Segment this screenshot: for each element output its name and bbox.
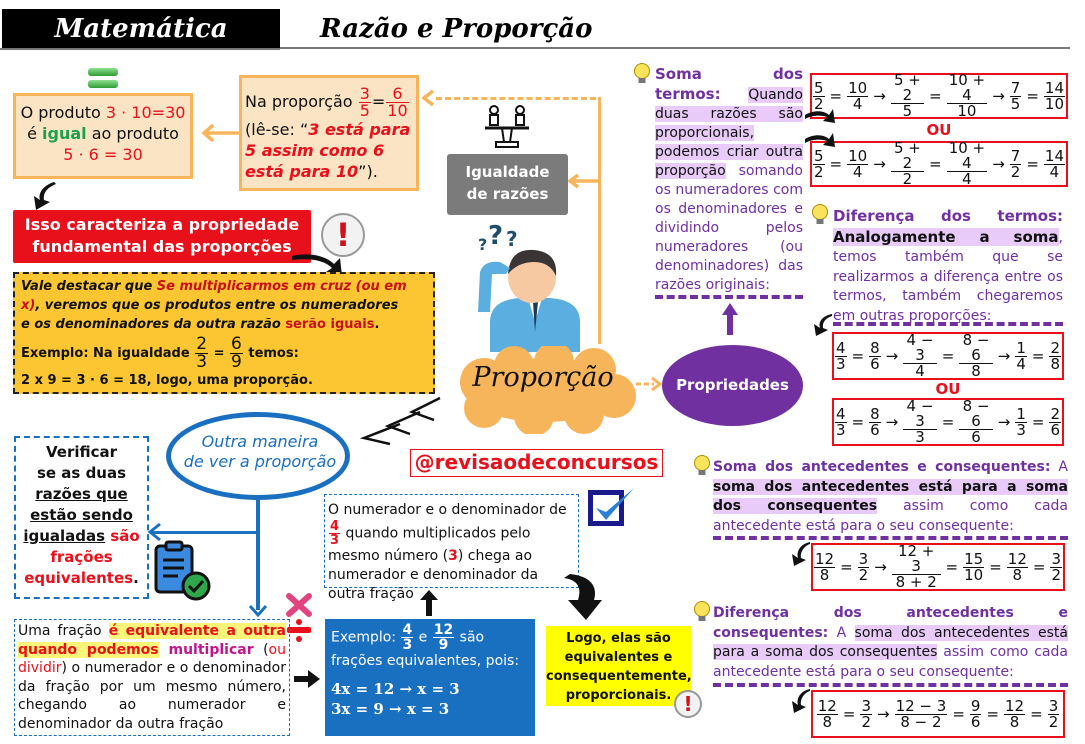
lightbulb-icon xyxy=(693,455,711,477)
definition-text: ) o numerador e o denominador da fração por um mesmo número, chegando ao numerador e denominador da outra fração xyxy=(18,660,286,732)
operator: → xyxy=(992,87,1005,105)
dif-example-1 xyxy=(832,332,1064,380)
exclamation-icon: ! xyxy=(321,213,365,257)
diferenca-dos-termos-text xyxy=(833,207,1063,326)
operator: = xyxy=(1032,558,1046,576)
proporcao-title: Proporção xyxy=(472,362,614,393)
subject-title: Matemática xyxy=(2,9,280,49)
operator: → xyxy=(874,558,887,576)
fraction: $\frac{10}{4}$ xyxy=(848,78,868,113)
equals-icon xyxy=(88,68,118,90)
exemplo-box xyxy=(325,619,535,736)
numerador-number: 3 xyxy=(448,548,458,564)
verificar-red: são xyxy=(105,527,140,545)
fraction: $\frac{3}{2}$ xyxy=(1051,549,1061,584)
operator: = xyxy=(851,347,865,365)
soma-ant-example xyxy=(811,543,1065,591)
note-example: temos: xyxy=(248,346,299,361)
conclusion-line: consequentemente, xyxy=(546,669,692,684)
fraction: $\frac{4 - 3}{3}$ xyxy=(903,399,936,445)
propriedade-fundamental-banner xyxy=(13,210,311,263)
produto-text: é xyxy=(27,124,43,143)
lightbulb-icon xyxy=(811,204,829,226)
curved-arrow-down-icon xyxy=(790,687,812,715)
dif-ant-text: A xyxy=(828,624,855,641)
fraction: $\frac{10 + 4}{4}$ xyxy=(947,141,988,187)
numerador-text: ) chega ao numerador e denominador da outra fração xyxy=(328,548,539,602)
thinking-person-illustration xyxy=(450,222,600,352)
operator: → xyxy=(885,413,899,431)
conclusion-box xyxy=(546,626,691,706)
soma-termos-highlight: Quando duas razões são proporcionais, podemos criar outra proporção xyxy=(655,87,803,179)
fraction: $\frac{8}{6}$ xyxy=(870,338,880,373)
curved-arrow-down-icon xyxy=(26,180,60,212)
verificar-line: razões que xyxy=(35,485,128,503)
fraction: $\frac{4}{3}$ xyxy=(330,519,340,548)
fraction: $\frac{3}{2}$ xyxy=(861,696,871,731)
outra-line: de ver a proporção xyxy=(183,452,337,471)
diferenca-antecedentes-text xyxy=(713,604,1068,682)
fraction: $\frac{2}{6}$ xyxy=(1050,404,1060,439)
fraction: $\frac{10 + 4}{10}$ xyxy=(947,73,988,119)
produto-text: O produto xyxy=(20,103,106,122)
operator: → xyxy=(876,705,890,723)
verificar-line: . xyxy=(133,569,139,587)
operator: = xyxy=(1026,87,1039,105)
arrow-up-icon xyxy=(420,590,438,616)
verificar-red: equivalentes xyxy=(24,569,134,587)
verificar-line: se as duas xyxy=(36,464,127,482)
conclusion-line: equivalentes e xyxy=(564,650,673,665)
note-text: . xyxy=(374,317,380,332)
soma-example-2 xyxy=(810,141,1068,187)
exemplo-text: Exemplo: xyxy=(331,629,401,646)
connector-line xyxy=(150,531,258,534)
connector-line xyxy=(436,97,596,100)
produto-value: 3 · 10=30 xyxy=(105,103,186,122)
soma-ant-title: Soma dos antecedentes e consequentes: xyxy=(713,459,1051,475)
fraction: $\frac{6}{9}$ xyxy=(231,334,242,372)
igualdade-line: de razões xyxy=(466,185,549,203)
fraction: $\frac{8}{6}$ xyxy=(870,404,880,439)
note-text: Vale destacar que xyxy=(21,279,157,294)
fraction: $\frac{5 + 2}{2}$ xyxy=(891,141,924,187)
exemplo-equation: 4x = 12 → x = 3 xyxy=(331,680,460,698)
note-text: e os denominadores da outra razão xyxy=(21,317,286,332)
curved-arrow-down-icon xyxy=(790,540,812,568)
conclusion-line: Logo, elas são xyxy=(566,631,671,646)
exemplo-text: são frações equivalentes, pois: xyxy=(331,629,520,669)
exemplo-text: e xyxy=(414,629,432,646)
chevron-left-icon xyxy=(420,88,436,108)
fraction: $\frac{12}{8}$ xyxy=(1007,549,1027,584)
fraction: $\frac{15}{10}$ xyxy=(964,549,984,584)
note-example: Exemplo: Na igualdade xyxy=(21,346,190,361)
note-highlight: serão iguais xyxy=(285,317,375,332)
dashed-arrow-right-icon xyxy=(636,376,664,392)
fraction: $\frac{12}{8}$ xyxy=(1005,696,1025,731)
fraction: $\frac{2}{3}$ xyxy=(196,334,208,372)
divider xyxy=(833,322,1063,326)
header-divider xyxy=(0,48,280,50)
reading-open: (lê-se: “ xyxy=(245,120,309,139)
balance-scale-icon xyxy=(482,104,532,150)
definition-multiplicar: multiplicar xyxy=(158,641,254,658)
banner-line: fundamental das proporções xyxy=(32,237,292,256)
note-example: 2 x 9 = 3 · 6 = 18, logo, uma proporção. xyxy=(21,373,313,388)
verificar-box xyxy=(14,436,149,599)
curved-arrow-down-icon xyxy=(812,312,834,338)
clipboard-check-icon xyxy=(152,540,212,602)
fraction: $\frac{7}{5}$ xyxy=(1010,78,1021,113)
lightbulb-icon xyxy=(693,601,711,623)
produto-box xyxy=(13,93,193,179)
curved-arrows-icon xyxy=(803,105,837,151)
operator: = xyxy=(986,705,1000,723)
dif-ant-example xyxy=(811,690,1065,738)
numerador-explanation-box xyxy=(324,494,579,602)
connector-line xyxy=(256,500,260,610)
definition-dividir: ou dividir xyxy=(18,641,286,676)
operator: = xyxy=(1026,155,1039,173)
topic-title: Razão e Proporção xyxy=(280,9,1070,49)
operator: → xyxy=(997,347,1011,365)
soma-ant-body: assim como cada antecedente está para o seu consequente: xyxy=(713,498,1068,534)
dif-ant-highlight: soma dos antecedentes está para a soma dos consequentes xyxy=(713,624,1068,660)
dif-termos-title: Diferença dos termos: xyxy=(833,207,1063,225)
definition-text: ( xyxy=(253,641,269,658)
operator: = xyxy=(1031,347,1045,365)
fraction: $\frac{5}{2}$ xyxy=(814,78,824,113)
fraction: $\frac{6}{10}$ xyxy=(387,84,408,120)
fraction: $\frac{14}{10}$ xyxy=(1044,78,1064,113)
fraction: $\frac{12 + 3}{8 + 2}$ xyxy=(892,544,941,590)
numerador-text: quando multiplicados pelo mesmo número ( xyxy=(328,525,531,564)
numerador-text: O numerador e o denominador de xyxy=(328,502,567,518)
fraction: $\frac{4 - 3}{4}$ xyxy=(903,333,936,379)
lightbulb-icon xyxy=(633,63,651,85)
fraction: $\frac{12}{9}$ xyxy=(433,622,454,653)
divider xyxy=(713,683,1068,687)
operator: = xyxy=(842,705,856,723)
operator: → xyxy=(992,155,1005,173)
fraction: $\frac{12 - 3}{8 - 2}$ xyxy=(895,696,947,731)
checkmark-icon xyxy=(592,486,636,524)
fraction: $\frac{2}{8}$ xyxy=(1050,338,1060,373)
soma-ant-highlight: soma dos antecedentes está para a soma dos consequentes xyxy=(713,478,1068,514)
equals-sign: = xyxy=(213,346,225,361)
dif-termos-body: , temos também que se realizarmos a diferença entre os termos, também chegaremos em outras proporções: xyxy=(833,229,1063,324)
arrow-up-icon xyxy=(722,303,738,335)
fraction: $\frac{4}{3}$ xyxy=(836,338,846,373)
verificar-red: frações xyxy=(50,548,113,566)
arrow-left-icon xyxy=(567,172,601,190)
fraction: $\frac{12}{8}$ xyxy=(815,549,835,584)
operator: → xyxy=(885,347,899,365)
dif-ant-body: assim como cada antecedente está para o seu consequente: xyxy=(713,644,1068,680)
equivalencia-definition-box xyxy=(14,619,290,736)
fraction: $\frac{3}{2}$ xyxy=(1048,696,1059,731)
operator: = xyxy=(941,347,955,365)
reading-close: ”). xyxy=(358,162,378,181)
fraction: $\frac{4}{3}$ xyxy=(402,622,413,653)
ou-label: OU xyxy=(935,380,961,398)
fraction: $\frac{8 - 6}{8}$ xyxy=(959,333,992,379)
fraction: $\frac{1}{3}$ xyxy=(1016,404,1026,439)
dif-ant-title: Diferença dos antecedentes e consequentes: xyxy=(713,605,1068,641)
soma-dos-termos-text xyxy=(655,65,803,295)
produto-value: 5 · 6 = 30 xyxy=(63,145,143,164)
fraction: $\frac{12}{8}$ xyxy=(817,696,837,731)
operator: = xyxy=(851,413,865,431)
cross-multiplication-note xyxy=(13,272,435,394)
na-proporcao-box xyxy=(239,75,419,191)
operator: = xyxy=(1030,705,1043,723)
curved-arrow-down-icon xyxy=(560,572,604,622)
soma-antecedentes-text xyxy=(713,458,1068,536)
note-highlight: Se multiplicarmos em cruz (ou em x) xyxy=(21,279,407,313)
produto-text: ao produto xyxy=(86,124,179,143)
verificar-line: igualadas xyxy=(23,527,106,545)
fraction: $\frac{4}{3}$ xyxy=(836,404,846,439)
conclusion-line: proporcionais. xyxy=(565,688,672,703)
fraction: $\frac{9}{6}$ xyxy=(970,696,981,731)
svg-text:?: ? xyxy=(478,235,488,254)
soma-termos-body: somando os numeradores com os denominadores e dividindo pelos numeradores (ou denominadores) das razões originais: xyxy=(655,163,803,293)
exemplo-equation: 3x = 9 → x = 3 xyxy=(331,700,450,718)
fraction: $\frac{3}{5}$ xyxy=(359,84,370,120)
divider xyxy=(655,295,803,299)
operator: = xyxy=(941,413,955,431)
operator: → xyxy=(873,155,886,173)
operator: = xyxy=(945,558,959,576)
operator: = xyxy=(840,558,853,576)
arrow-left-icon xyxy=(200,124,240,142)
fraction: $\frac{5}{2}$ xyxy=(814,146,824,181)
definition-highlight: é equivalente a outra quando podemos xyxy=(18,623,286,658)
equals-sign: = xyxy=(371,92,386,111)
igualdade-de-razoes-node xyxy=(447,154,568,215)
fraction: $\frac{7}{2}$ xyxy=(1010,146,1021,181)
fraction: $\frac{14}{4}$ xyxy=(1044,146,1064,181)
divider xyxy=(713,536,1068,540)
operator: = xyxy=(989,558,1002,576)
definition-text: Uma fração xyxy=(18,623,109,639)
exclamation-icon: ! xyxy=(674,690,702,718)
na-proporcao-label: Na proporção xyxy=(245,92,353,111)
arrow-right-icon xyxy=(294,670,320,688)
banner-line: Isso caracteriza a propriedade xyxy=(24,215,300,234)
igualdade-line: Igualdade xyxy=(465,163,550,181)
soma-termos-title: Soma dos termos: xyxy=(655,65,803,103)
fraction: $\frac{10}{4}$ xyxy=(848,146,868,181)
soma-ant-text: A xyxy=(1050,459,1068,475)
outra-maneira-label xyxy=(168,432,352,472)
operator: = xyxy=(952,705,965,723)
chevrons-left-icon xyxy=(360,396,442,446)
operator: → xyxy=(873,87,886,105)
dif-example-2 xyxy=(832,398,1064,446)
svg-text:?: ? xyxy=(506,227,518,251)
fraction: $\frac{5 + 2}{5}$ xyxy=(891,73,924,119)
outra-line: Outra maneira xyxy=(201,432,319,451)
propriedades-node: Propriedades xyxy=(662,345,803,426)
dif-termos-highlight: Analogamente a soma xyxy=(833,227,1059,246)
arrow-down-icon xyxy=(248,602,268,618)
reading-quote: 3 está para 5 assim como 6 está para 10 xyxy=(245,120,411,181)
instagram-handle: @revisaodeconcursos xyxy=(410,449,663,477)
operator: → xyxy=(997,413,1011,431)
operator: = xyxy=(829,155,843,173)
soma-example-1 xyxy=(810,73,1068,119)
fraction: $\frac{8 - 6}{6}$ xyxy=(959,399,992,445)
operator: = xyxy=(1031,413,1045,431)
note-text: , veremos que os produtos entre os numeradores xyxy=(35,298,399,313)
fraction: $\frac{1}{4}$ xyxy=(1016,338,1026,373)
fraction: $\frac{3}{2}$ xyxy=(858,549,869,584)
svg-text:?: ? xyxy=(488,222,504,251)
operator: = xyxy=(929,87,942,105)
verificar-line: estão sendo xyxy=(30,506,133,524)
verificar-line: Verificar xyxy=(45,443,118,461)
igual-word: igual xyxy=(42,124,87,143)
ou-label: OU xyxy=(926,121,952,139)
operator: = xyxy=(829,87,843,105)
operator: = xyxy=(929,155,942,173)
